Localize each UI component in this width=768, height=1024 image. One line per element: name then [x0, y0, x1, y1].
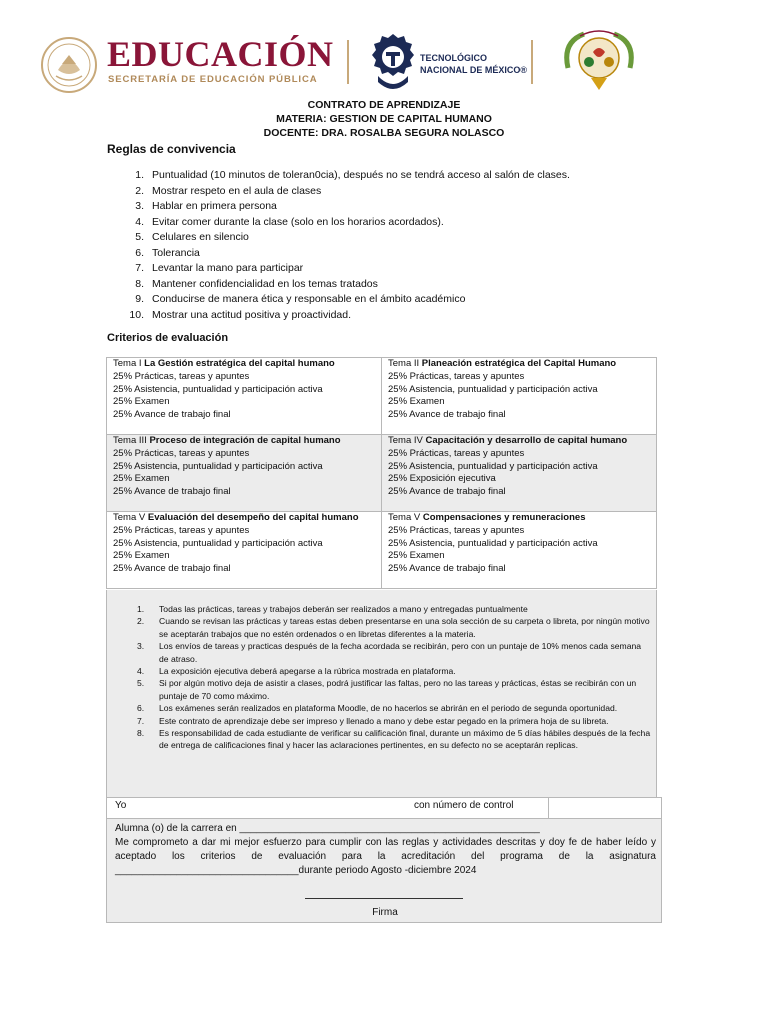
subject-title: MATERIA: GESTION DE CAPITAL HUMANO: [276, 113, 492, 125]
control-number-field[interactable]: [548, 797, 663, 819]
criteria-line: 25% Asistencia, puntualidad y participación activa: [388, 537, 598, 549]
institute-crest-logo-icon: [560, 28, 638, 94]
list-item: 2. Mostrar respeto en el aula de clases: [135, 184, 322, 197]
tema-title: Tema I La Gestión estratégica del capital humano: [113, 358, 335, 369]
mexico-seal-icon: [40, 36, 98, 94]
table-row: [107, 435, 657, 512]
header-divider: [531, 40, 533, 84]
criteria-line: 25% Prácticas, tareas y apuntes: [113, 524, 250, 536]
contract-title: CONTRATO DE APRENDIZAJE: [307, 99, 461, 111]
criteria-cell: [107, 512, 382, 589]
list-item: 7. Levantar la mano para participar: [135, 262, 304, 274]
control-number-label: con número de control: [414, 800, 514, 811]
list-item: 10. Mostrar una actitud positiva y proactividad.: [129, 308, 352, 321]
list-item: 6. Tolerancia: [135, 246, 200, 259]
criteria-cell: [107, 358, 382, 435]
rules-list: [126, 168, 570, 323]
student-name-row: [106, 797, 662, 819]
criteria-line: 25% Exposición ejecutiva: [388, 473, 496, 485]
list-item: 4. La exposición ejecutiva deberá apegarse a la rúbrica mostrada en plataforma.: [137, 666, 456, 677]
list-item: 1. Todas las prácticas, tareas y trabajos deberán ser realizados a mano y entregadas puntualmente: [137, 604, 528, 614]
criteria-heading: Criterios de evaluación: [107, 332, 229, 344]
tecnm-name-line1: TECNOLÓGICO: [420, 53, 487, 63]
criteria-line: 25% Avance de trabajo final: [113, 409, 231, 421]
list-item: 8. Mantener confidencialidad en los temas tratados: [135, 277, 378, 290]
list-item: 7. Este contrato de aprendizaje debe ser impreso y llenado a mano y debe estar pegado en la primera hoja de su libreta.: [137, 715, 609, 726]
criteria-table: [106, 357, 657, 589]
notes-box: [106, 590, 657, 797]
criteria-line: 25% Avance de trabajo final: [388, 486, 506, 498]
signature-line[interactable]: [305, 898, 463, 899]
table-row: [107, 358, 657, 435]
tema-title: Tema V Evaluación del desempeño del capital humano: [113, 512, 359, 523]
criteria-cell: [382, 435, 657, 512]
criteria-line: 25% Examen: [388, 550, 445, 562]
career-line: Alumna (o) de la carrera en ______________________________________________________: [115, 823, 540, 834]
criteria-line: 25% Prácticas, tareas y apuntes: [388, 370, 525, 382]
criteria-line: 25% Asistencia, puntualidad y participación activa: [113, 537, 323, 549]
criteria-line: 25% Examen: [388, 396, 445, 408]
criteria-cell: [107, 435, 382, 512]
signature-label: Firma: [372, 907, 398, 918]
criteria-line: 25% Examen: [113, 550, 170, 562]
criteria-line: 25% Prácticas, tareas y apuntes: [113, 370, 250, 382]
criteria-line: 25% Avance de trabajo final: [113, 563, 231, 575]
tecnm-name: [420, 52, 527, 76]
document-header: [0, 28, 768, 98]
criteria-line: 25% Avance de trabajo final: [388, 563, 506, 575]
commitment-text: Me comprometo a dar mi mejor esfuerzo para cumplir con las reglas y actividades descritas y doy fe de haber leído y aceptado los criterios de evaluación para la acreditación del programa de la asignatura: [115, 837, 656, 862]
contract-titles: [0, 98, 768, 140]
criteria-line: 25% Prácticas, tareas y apuntes: [113, 447, 250, 459]
tecnm-gear-logo-icon: [370, 32, 416, 94]
list-item: 3. Hablar en primera persona: [135, 200, 277, 212]
list-item: 5. Celulares en silencio: [135, 231, 249, 243]
criteria-line: 25% Avance de trabajo final: [388, 409, 506, 421]
list-item: 1. Puntualidad (10 minutos de toleran0cia), después no se tendrá acceso al salón de clases.: [135, 169, 570, 181]
list-item: 8. Es responsabilidad de cada estudiante de verificar su calificación final, durante un máximo de 5 días hábiles después de la fecha de entrega de calificaciones final y hacer las aclaraciones pertinentes, en su defecto no se aceptarán replicas.: [137, 728, 651, 751]
criteria-line: 25% Asistencia, puntualidad y participación activa: [113, 383, 323, 395]
tema-title: Tema III Proceso de integración de capital humano: [113, 435, 341, 446]
criteria-line: 25% Avance de trabajo final: [113, 486, 231, 498]
tema-title: Tema V Compensaciones y remuneraciones: [388, 512, 586, 523]
notes-list: [137, 603, 652, 752]
rules-heading: Reglas de convivencia: [107, 142, 236, 156]
table-row: [107, 512, 657, 589]
list-item: 2. Cuando se revisan las prácticas y tareas estas deben presentarse en una sola sección de su carpeta o libreta, por ningún motivo se aceptarán trabajos que no estén ordenados o en libretas diferentes a la materia.: [137, 616, 650, 639]
criteria-line: 25% Examen: [113, 473, 170, 485]
edu-subtitle: SECRETARÍA DE EDUCACIÓN PÚBLICA: [108, 74, 318, 85]
list-item: 4. Evitar comer durante la clase (solo en los horarios acordados).: [135, 215, 444, 228]
criteria-cell: [382, 512, 657, 589]
tema-title: Tema IV Capacitación y desarrollo de capital humano: [388, 435, 628, 446]
list-item: 3. Los envíos de tareas y practicas después de la fecha acordada se recibirán, pero con un puntaje de 10% menos cada semana de atraso.: [137, 641, 642, 664]
yo-label: Yo: [115, 800, 127, 811]
period-line: _________________________________durante periodo Agosto -diciembre 2024: [115, 865, 477, 876]
edu-title: EDUCACIÓN: [107, 34, 334, 74]
criteria-line: 25% Prácticas, tareas y apuntes: [388, 447, 525, 459]
criteria-line: 25% Asistencia, puntualidad y participación activa: [388, 460, 598, 472]
criteria-cell: [382, 358, 657, 435]
list-item: 9. Conducirse de manera ética y responsable en el ámbito académico: [135, 293, 466, 305]
criteria-line: 25% Asistencia, puntualidad y participación activa: [388, 383, 598, 395]
criteria-line: 25% Prácticas, tareas y apuntes: [388, 524, 525, 536]
commitment-box: [106, 819, 662, 923]
list-item: 6. Los exámenes serán realizados en plataforma Moodle, de no hacerlos se abrirán en el periodo de segunda oportunidad.: [137, 703, 618, 714]
criteria-line: 25% Examen: [113, 396, 170, 408]
list-item: 5. Si por algún motivo deja de asistir a clases, podrá justificar las faltas, pero no las tareas y prácticas, éstas se recibirán con un puntaje de 70 como máximo.: [137, 678, 637, 701]
teacher-title: DOCENTE: DRA. ROSALBA SEGURA NOLASCO: [263, 127, 505, 139]
tecnm-name-line2: NACIONAL DE MÉXICO®: [420, 65, 527, 75]
criteria-line: 25% Asistencia, puntualidad y participación activa: [113, 460, 323, 472]
header-divider: [347, 40, 349, 84]
tema-title: Tema II Planeación estratégica del Capital Humano: [388, 358, 617, 369]
